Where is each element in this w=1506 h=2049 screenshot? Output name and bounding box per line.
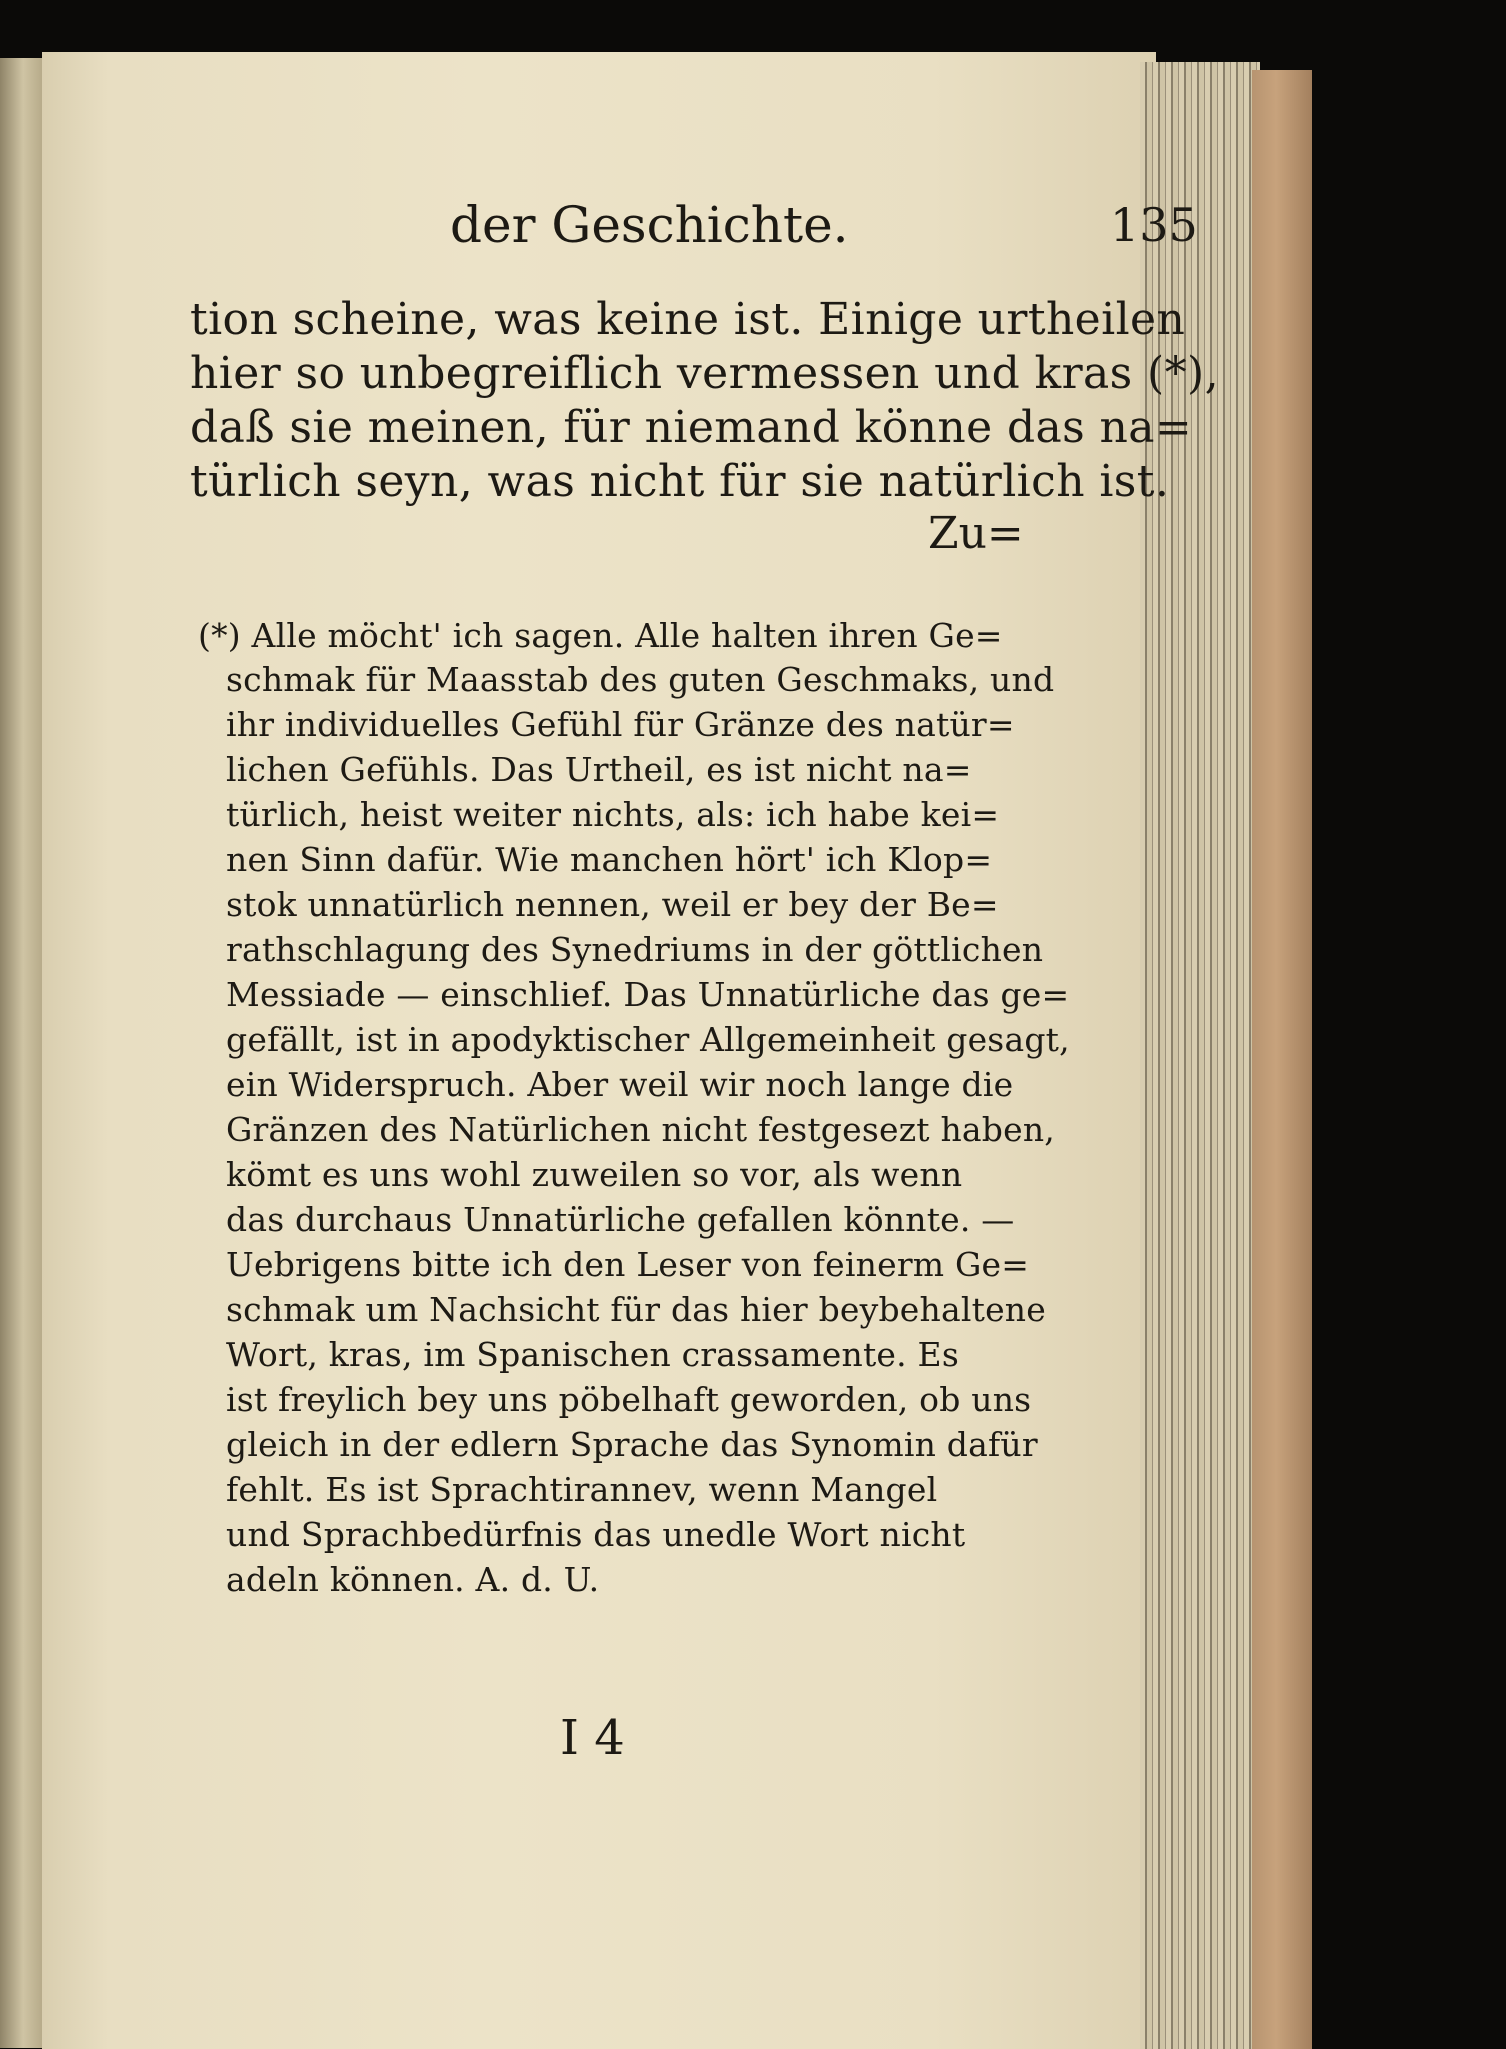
- footnote-line: schmak für Maasstab des guten Geschmaks, und: [226, 660, 1055, 699]
- main-text-line: daß sie meinen, für niemand könne das na=: [190, 402, 1193, 453]
- main-text-line: hier so unbegreiflich vermessen und kras (*),: [190, 348, 1219, 399]
- footnote-line: kömt es uns wohl zuweilen so vor, als wenn: [226, 1155, 963, 1194]
- footnote-line: stok unnatürlich nennen, weil er bey der Be=: [226, 885, 999, 924]
- footnote-line: Gränzen des Natürlichen nicht festgesezt haben,: [226, 1110, 1055, 1149]
- main-text-line: türlich seyn, was nicht für sie natürlich ist.: [190, 456, 1170, 507]
- footnote-line: (*) Alle möcht' ich sagen. Alle halten ihren Ge=: [198, 616, 1003, 655]
- main-text-line: tion scheine, was keine ist. Einige urtheilen: [190, 294, 1186, 345]
- footnote-line: adeln können. A. d. U.: [226, 1560, 600, 1599]
- footnote-line: nen Sinn dafür. Wie manchen hört' ich Klop=: [226, 840, 993, 879]
- footnote-line: lichen Gefühls. Das Urtheil, es ist nicht na=: [226, 750, 972, 789]
- footnote-line: Messiade — einschlief. Das Unnatürliche das ge=: [226, 975, 1070, 1014]
- footnote-line: türlich, heist weiter nichts, als: ich habe kei=: [226, 795, 1000, 834]
- signature-mark: I 4: [560, 1710, 625, 1766]
- page-number: 135: [1110, 198, 1198, 252]
- footnote-line: fehlt. Es ist Sprachtirannev, wenn Mangel: [226, 1470, 938, 1509]
- running-title: der Geschichte.: [450, 196, 849, 254]
- footnote-line: gleich in der edlern Sprache das Synomin dafür: [226, 1425, 1038, 1464]
- footnote-line: Wort, kras, im Spanischen crassamente. Es: [226, 1335, 959, 1374]
- left-page-edge: [0, 58, 42, 2048]
- footnote-line: ist freylich bey uns pöbelhaft geworden, ob uns: [226, 1380, 1032, 1419]
- book-cover: [1252, 70, 1312, 2049]
- footnote-line: rathschlagung des Synedriums in der göttlichen: [226, 930, 1044, 969]
- footnote-line: das durchaus Unnatürliche gefallen könnte. —: [226, 1200, 1015, 1239]
- footnote-line: gefällt, ist in apodyktischer Allgemeinheit gesagt,: [226, 1020, 1070, 1059]
- footnote-line: Uebrigens bitte ich den Leser von feinerm Ge=: [226, 1245, 1030, 1284]
- catchword: Zu=: [928, 508, 1024, 559]
- footnote-line: ein Widerspruch. Aber weil wir noch lange die: [226, 1065, 1014, 1104]
- footnote-line: schmak um Nachsicht für das hier beybehaltene: [226, 1290, 1046, 1329]
- background: [1312, 0, 1506, 2049]
- footnote-line: ihr individuelles Gefühl für Gränze des natür=: [226, 705, 1015, 744]
- footnote-line: und Sprachbedürfnis das unedle Wort nicht: [226, 1515, 966, 1554]
